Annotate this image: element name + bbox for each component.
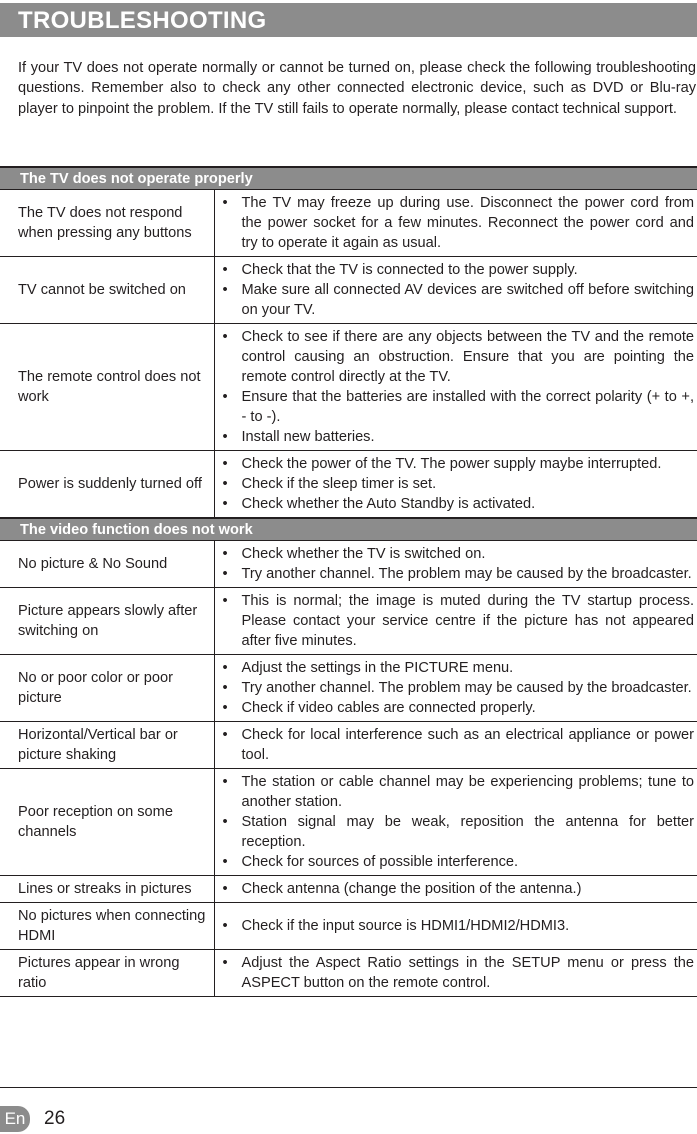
solution-list	[223, 454, 695, 514]
solution-item	[223, 544, 695, 564]
solution-text: Adjust the settings in the PICTURE menu.	[241, 660, 514, 676]
bullet-icon: •	[222, 456, 228, 472]
section-heading: The TV does not operate properly	[0, 167, 697, 190]
solution-text: Check if the sleep timer is set.	[241, 476, 437, 492]
solution-item	[223, 658, 695, 678]
section-header-row	[0, 518, 697, 541]
solution-item	[223, 698, 695, 718]
bullet-icon: •	[222, 955, 228, 971]
solution-cell	[214, 190, 697, 257]
solution-text: This is normal; the image is muted during the TV startup process. Please contact your service centre if the picture has not appeared after five minutes.	[241, 593, 695, 649]
solution-item	[223, 494, 695, 514]
problem-cell: Lines or streaks in pictures	[0, 876, 214, 903]
bullet-icon: •	[222, 389, 228, 405]
solution-text: Station signal may be weak, reposition the antenna for better reception.	[241, 814, 695, 850]
title-bar	[0, 3, 697, 37]
table-row	[0, 950, 697, 997]
bullet-icon: •	[222, 700, 228, 716]
table-row	[0, 190, 697, 257]
solution-text: Adjust the Aspect Ratio settings in the SETUP menu or press the ASPECT button on the remote control.	[241, 955, 695, 991]
solution-text: The station or cable channel may be experiencing problems; tune to another station.	[241, 774, 695, 810]
solution-item	[223, 953, 695, 993]
solution-item	[223, 260, 695, 280]
problem-cell: Poor reception on some channels	[0, 769, 214, 876]
troubleshooting-table	[0, 166, 697, 997]
bullet-icon: •	[222, 496, 228, 512]
solution-text: Check if the input source is HDMI1/HDMI2/HDMI3.	[241, 918, 570, 934]
solution-list	[223, 327, 695, 447]
solution-list	[223, 772, 695, 872]
bullet-icon: •	[222, 881, 228, 897]
solution-list	[223, 879, 695, 899]
solution-list	[223, 725, 695, 765]
solution-text: Check the power of the TV. The power supply maybe interrupted.	[241, 456, 662, 472]
table-row	[0, 722, 697, 769]
solution-text: Ensure that the batteries are installed with the correct polarity (+ to +, - to -).	[241, 389, 695, 425]
table-row	[0, 324, 697, 451]
problem-cell: Power is suddenly turned off	[0, 451, 214, 519]
solution-text: Check whether the Auto Standby is activated.	[241, 496, 536, 512]
section-heading: The video function does not work	[0, 518, 697, 541]
bullet-icon: •	[222, 282, 228, 298]
table-row	[0, 588, 697, 655]
language-badge: En	[0, 1106, 30, 1132]
page-title: TROUBLESHOOTING	[18, 7, 267, 34]
solution-list	[223, 193, 695, 253]
solution-cell	[214, 950, 697, 997]
bullet-icon: •	[222, 546, 228, 562]
solution-cell	[214, 451, 697, 519]
solution-text: Check for sources of possible interference.	[241, 854, 519, 870]
bullet-icon: •	[222, 680, 228, 696]
table-row	[0, 541, 697, 588]
problem-cell: No pictures when connecting HDMI	[0, 903, 214, 950]
solution-cell	[214, 769, 697, 876]
bullet-icon: •	[222, 476, 228, 492]
solution-list	[223, 953, 695, 993]
bullet-icon: •	[222, 195, 228, 211]
solution-cell	[214, 588, 697, 655]
bullet-icon: •	[222, 262, 228, 278]
solution-text: Check whether the TV is switched on.	[241, 546, 486, 562]
solution-item	[223, 474, 695, 494]
problem-cell: The TV does not respond when pressing any buttons	[0, 190, 214, 257]
solution-cell	[214, 722, 697, 769]
solution-item	[223, 564, 695, 584]
solution-text: Check if video cables are connected properly.	[241, 700, 536, 716]
footer-divider	[0, 1087, 697, 1088]
solution-item	[223, 280, 695, 320]
table-row	[0, 769, 697, 876]
intro-paragraph: If your TV does not operate normally or cannot be turned on, please check the following troubleshooting questions. Remember also to check any other connected electronic device, such as DVD or Blu-ray player to pinpoint the problem. If the TV still fails to operate normally, please contact technical support.	[18, 60, 696, 117]
solution-list	[223, 260, 695, 320]
solution-cell	[214, 257, 697, 324]
solution-text: Check that the TV is connected to the power supply.	[241, 262, 578, 278]
solution-item	[223, 916, 695, 936]
solution-item	[223, 678, 695, 698]
table-row	[0, 257, 697, 324]
bullet-icon: •	[222, 854, 228, 870]
problem-cell: TV cannot be switched on	[0, 257, 214, 324]
solution-item	[223, 387, 695, 427]
solution-cell	[214, 876, 697, 903]
problem-cell: The remote control does not work	[0, 324, 214, 451]
solution-item	[223, 591, 695, 651]
bullet-icon: •	[222, 918, 228, 934]
solution-text: Check for local interference such as an electrical appliance or power tool.	[241, 727, 695, 763]
solution-item	[223, 852, 695, 872]
bullet-icon: •	[222, 429, 228, 445]
solution-list	[223, 544, 695, 584]
solution-item	[223, 193, 695, 253]
solution-cell	[214, 324, 697, 451]
solution-cell	[214, 903, 697, 950]
solution-item	[223, 772, 695, 812]
solution-item	[223, 454, 695, 474]
problem-cell: Pictures appear in wrong ratio	[0, 950, 214, 997]
bullet-icon: •	[222, 774, 228, 790]
solution-text: Check to see if there are any objects between the TV and the remote control causing an obstruction. Ensure that you are pointing the remote control directly at the TV.	[241, 329, 695, 385]
table-row	[0, 903, 697, 950]
problem-cell: No or poor color or poor picture	[0, 655, 214, 722]
table-body	[0, 167, 697, 997]
solution-item	[223, 879, 695, 899]
solution-cell	[214, 541, 697, 588]
solution-item	[223, 427, 695, 447]
bullet-icon: •	[222, 660, 228, 676]
solution-item	[223, 725, 695, 765]
bullet-icon: •	[222, 727, 228, 743]
solution-item	[223, 327, 695, 387]
solution-text: The TV may freeze up during use. Disconnect the power cord from the power socket for a few minutes. Reconnect the power cord and try to operate it again as usual.	[241, 195, 695, 251]
solution-text: Try another channel. The problem may be caused by the broadcaster.	[241, 566, 692, 582]
solution-text: Make sure all connected AV devices are switched off before switching on your TV.	[241, 282, 695, 318]
problem-cell: Horizontal/Vertical bar or picture shaking	[0, 722, 214, 769]
solution-item	[223, 812, 695, 852]
solution-list	[223, 916, 695, 936]
table-row	[0, 655, 697, 722]
section-header-row	[0, 167, 697, 190]
solution-list	[223, 658, 695, 718]
solution-text: Install new batteries.	[241, 429, 375, 445]
solution-text: Check antenna (change the position of the antenna.)	[241, 881, 582, 897]
bullet-icon: •	[222, 329, 228, 345]
table-row	[0, 876, 697, 903]
solution-text: Try another channel. The problem may be caused by the broadcaster.	[241, 680, 692, 696]
bullet-icon: •	[222, 814, 228, 830]
page-number: 26	[44, 1108, 66, 1129]
solution-cell	[214, 655, 697, 722]
bullet-icon: •	[222, 566, 228, 582]
problem-cell: Picture appears slowly after switching on	[0, 588, 214, 655]
table-row	[0, 451, 697, 519]
bullet-icon: •	[222, 593, 228, 609]
solution-list	[223, 591, 695, 651]
problem-cell: No picture & No Sound	[0, 541, 214, 588]
